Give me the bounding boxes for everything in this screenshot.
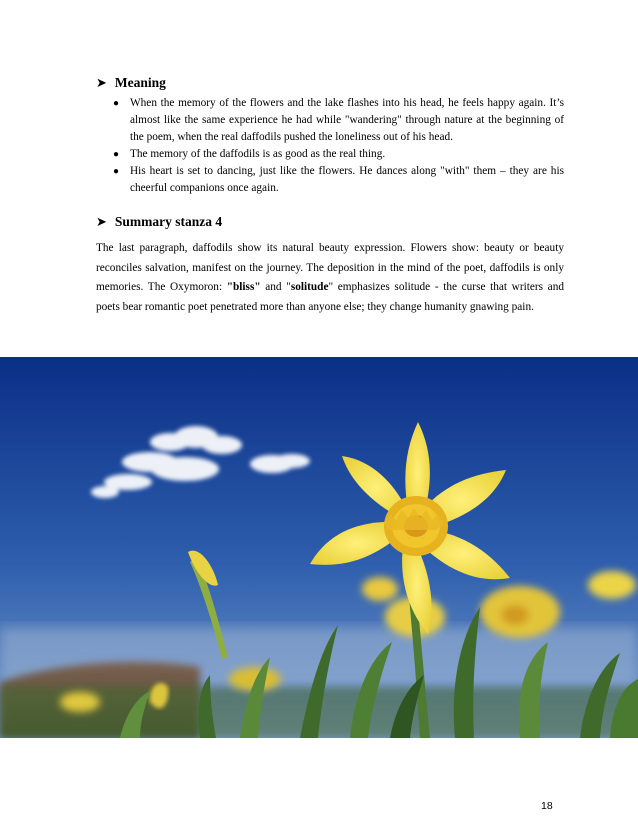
list-item [112, 146, 564, 163]
list-item [112, 163, 564, 197]
list-item [112, 95, 564, 146]
arrow-checkmark-icon: ➤ [96, 75, 107, 90]
solitude-term: solitude [290, 281, 329, 293]
meaning-bullet-list [112, 95, 564, 197]
bliss-term: "bliss" [226, 281, 261, 293]
summary-heading-text: Summary stanza 4 [114, 214, 223, 229]
summary-heading [96, 214, 222, 230]
bullet-text: The memory of the daffodils is as good as the real thing. [130, 148, 386, 160]
bullet-text: When the memory of the flowers and the lake flashes into his head, he feels happy again. It’s almost like the same experience he had while "wandering" through nature at the beginning of the poem, when the real daffodils pushed the loneliness out of his head. [130, 97, 564, 143]
paragraph-text: The last paragraph, daffodils show its natural beauty expression. Flowers show: beauty or beauty reconciles salvation, manifest on the journey. The deposition in the mind of the poet, daffodils is only memories. The Oxymoron: [96, 242, 564, 293]
bullet-dot-icon: ● [113, 166, 120, 177]
arrow-checkmark-icon: ➤ [96, 214, 107, 229]
summary-paragraph [96, 239, 564, 317]
bullet-dot-icon: ● [113, 98, 120, 109]
bullet-dot-icon: ● [113, 149, 120, 160]
meaning-heading [96, 75, 166, 91]
daffodil-photo [0, 357, 638, 738]
paragraph-text: " emphasizes solitude - the curse that writers and poets bear romantic poet penetrated more than anyone else; they change humanity gnawing pain. [96, 281, 564, 313]
paragraph-text: and " [260, 281, 291, 293]
page-number: 18 [541, 800, 553, 812]
bullet-text: His heart is set to dancing, just like the flowers. He dances along "with" them – they are his cheerful companions once again. [130, 165, 564, 194]
meaning-heading-text: Meaning [114, 75, 166, 90]
